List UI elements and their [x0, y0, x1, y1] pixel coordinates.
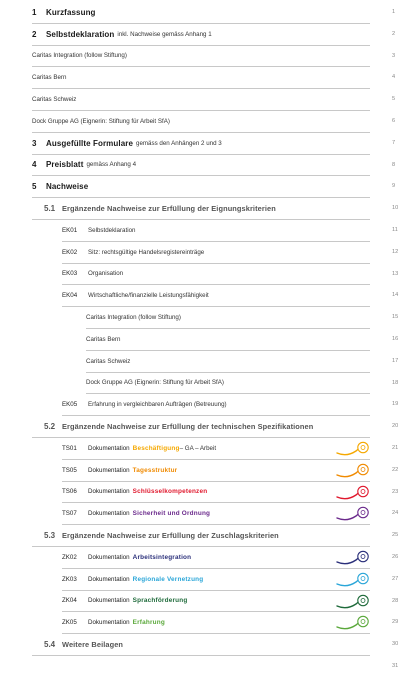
doc-topic: Schlüsselkompetenzen — [132, 488, 208, 496]
doc-prefix: Dokumentation — [88, 444, 130, 452]
page-number: 8 — [392, 161, 396, 168]
toc-row-r8[interactable] — [32, 155, 370, 177]
doc-prefix: Dokumentation — [88, 510, 130, 518]
entry-text: Wirtschaftliche/finanzielle Leistungsfähigkeit — [88, 292, 209, 300]
entry-text: Erfahrung in vergleichbaren Aufträgen (Betreuung) — [88, 401, 227, 409]
section-number: ZK03 — [62, 575, 77, 583]
toc-row-r20[interactable] — [32, 416, 370, 438]
entry-text: Organisation — [88, 270, 124, 278]
cyan-badge-icon — [336, 571, 370, 588]
section-number: 5.3 — [44, 531, 56, 541]
section-number: ZK05 — [62, 619, 77, 627]
page-number: 24 — [392, 510, 399, 517]
toc-row-r7[interactable] — [32, 133, 370, 155]
section-title: Weitere Beilagen — [62, 640, 124, 650]
page-number: 1 — [392, 9, 396, 15]
entry-text: Dock Gruppe AG (Eignerin: Stiftung für Arbeit SfA) — [32, 117, 170, 125]
section-number: 5.1 — [44, 204, 56, 214]
page-number: 16 — [392, 336, 399, 342]
doc-topic: Tagesstruktur — [132, 466, 178, 474]
doc-prefix: Dokumentation — [88, 553, 130, 561]
page-number: 31 — [392, 663, 399, 669]
doc-topic: Erfahrung — [132, 619, 165, 627]
section-title: Ergänzende Nachweise zur Erfüllung der Zuschlagskriterien — [62, 531, 279, 541]
entry-text: Caritas Integration (follow Stiftung) — [86, 314, 181, 322]
page-number: 3 — [392, 52, 396, 59]
toc-row-r9[interactable] — [32, 176, 370, 198]
section-suffix: gemäss Anhang 4 — [86, 161, 137, 169]
section-number: EK01 — [62, 226, 78, 234]
page-number: 20 — [392, 423, 399, 430]
toc-row-r24[interactable] — [62, 503, 370, 525]
page-number: 13 — [392, 270, 399, 277]
section-number: 4 — [32, 160, 37, 170]
section-number: 2 — [32, 29, 37, 39]
page-number: 23 — [392, 488, 399, 495]
section-title: Selbstdeklaration — [46, 29, 115, 39]
page-number: 21 — [392, 445, 399, 451]
page-number: 30 — [392, 641, 399, 648]
toc-row-r5[interactable] — [32, 89, 370, 111]
section-title: Kurzfassung — [46, 7, 96, 17]
doc-topic: Beschäftigung — [132, 444, 180, 452]
entry-text: Caritas Bern — [32, 74, 67, 82]
section-number: TS06 — [62, 488, 77, 496]
doc-topic: Regionale Vernetzung — [132, 575, 204, 583]
section-number: 5.4 — [44, 640, 56, 650]
toc-row-r10[interactable] — [32, 198, 370, 220]
entry-text: Sitz: rechtsgültige Handelsregistereinträge — [88, 248, 205, 256]
section-number: 5 — [32, 182, 37, 192]
page-number: 12 — [392, 248, 399, 255]
toc-row-r1[interactable] — [32, 2, 370, 24]
toc-row-r26[interactable] — [62, 547, 370, 569]
purple-badge-icon — [336, 505, 370, 522]
entry-text: Dock Gruppe AG (Eignerin: Stiftung für Arbeit SfA) — [86, 379, 224, 387]
page-number: 28 — [392, 597, 399, 604]
red-badge-icon — [336, 484, 370, 501]
section-title: Ausgefüllte Formulare — [46, 138, 134, 148]
page-number: 26 — [392, 554, 399, 560]
page-number: 25 — [392, 532, 399, 539]
toc-row-r15[interactable] — [86, 307, 370, 329]
page-number: 6 — [392, 118, 396, 124]
entry-text: Selbstdeklaration — [88, 226, 136, 234]
page-number: 22 — [392, 466, 399, 473]
page-number: 17 — [392, 357, 399, 364]
toc-row-r30[interactable] — [32, 634, 370, 656]
toc-row-r29[interactable] — [62, 612, 370, 634]
toc-row-r12[interactable] — [62, 242, 370, 264]
toc-row-r25[interactable] — [32, 525, 370, 547]
section-number: TS05 — [62, 466, 77, 474]
toc-row-r6[interactable] — [32, 111, 370, 133]
section-number: TS01 — [62, 444, 77, 452]
section-number: EK02 — [62, 248, 78, 256]
page-number: 29 — [392, 619, 399, 626]
toc-row-r11[interactable] — [62, 220, 370, 242]
section-suffix: inkl. Nachweise gemäss Anhang 1 — [117, 30, 212, 38]
section-suffix: gemäss den Anhängen 2 und 3 — [136, 139, 222, 147]
doc-topic-tail: – GA – Arbeit — [179, 444, 217, 452]
toc-row-r27[interactable] — [62, 569, 370, 591]
section-title: Preisblatt — [46, 160, 84, 170]
section-number: 3 — [32, 138, 37, 148]
lightgreen-badge-icon — [336, 614, 370, 631]
toc-row-r19[interactable] — [62, 394, 370, 416]
toc-row-r18[interactable] — [86, 373, 370, 395]
page-number: 10 — [392, 205, 399, 212]
page-number: 27 — [392, 575, 399, 582]
doc-prefix: Dokumentation — [88, 488, 130, 496]
doc-topic: Sprachförderung — [132, 597, 188, 605]
toc-row-r2[interactable] — [32, 24, 370, 46]
doc-prefix: Dokumentation — [88, 575, 130, 583]
page-number: 9 — [392, 183, 396, 190]
yellow-green-badge-icon — [336, 440, 370, 457]
page-number: 11 — [392, 227, 398, 233]
section-number: 5.2 — [44, 422, 56, 432]
section-number: EK03 — [62, 270, 78, 278]
toc-row-r23[interactable] — [62, 482, 370, 504]
toc-row-r14[interactable] — [62, 285, 370, 307]
toc-row-r31[interactable] — [32, 656, 370, 678]
page-number: 5 — [392, 96, 396, 103]
toc-row-r4[interactable] — [32, 67, 370, 89]
page-number: 15 — [392, 314, 399, 321]
page-number: 18 — [392, 379, 399, 386]
page-number: 14 — [392, 292, 399, 299]
entry-text: Caritas Integration (follow Stiftung) — [32, 52, 127, 60]
toc-row-r13[interactable] — [62, 264, 370, 286]
doc-topic: Arbeitsintegration — [132, 553, 192, 561]
entry-text: Caritas Schweiz — [86, 357, 131, 365]
section-title: Ergänzende Nachweise zur Erfüllung der Eignungskriterien — [62, 204, 276, 214]
doc-topic: Sicherheit und Ordnung — [132, 510, 211, 518]
entry-text: Caritas Schweiz — [32, 96, 77, 104]
page-number: 2 — [392, 30, 396, 37]
page-number: 19 — [392, 401, 399, 408]
toc-row-r22[interactable] — [62, 460, 370, 482]
doc-prefix: Dokumentation — [88, 619, 130, 627]
page-number: 7 — [392, 139, 396, 146]
orange-badge-icon — [336, 462, 370, 479]
section-number: EK04 — [62, 292, 78, 300]
section-title: Ergänzende Nachweise zur Erfüllung der technischen Spezifikationen — [62, 422, 314, 432]
doc-prefix: Dokumentation — [88, 466, 130, 474]
toc-row-r21[interactable] — [62, 438, 370, 460]
toc-row-r28[interactable] — [62, 591, 370, 613]
page-number: 4 — [392, 74, 396, 81]
section-number: TS07 — [62, 510, 77, 518]
doc-prefix: Dokumentation — [88, 597, 130, 605]
navy-badge-icon — [336, 549, 370, 566]
section-number: EK05 — [62, 401, 78, 409]
section-number: ZK02 — [62, 553, 77, 561]
entry-text: Caritas Bern — [86, 335, 121, 343]
green-badge-icon — [336, 593, 370, 610]
toc-row-r17[interactable] — [86, 351, 370, 373]
toc-row-r16[interactable] — [86, 329, 370, 351]
section-title: Nachweise — [46, 182, 89, 192]
section-number: 1 — [32, 7, 37, 17]
section-number: ZK04 — [62, 597, 77, 605]
toc-row-r3[interactable] — [32, 46, 370, 68]
